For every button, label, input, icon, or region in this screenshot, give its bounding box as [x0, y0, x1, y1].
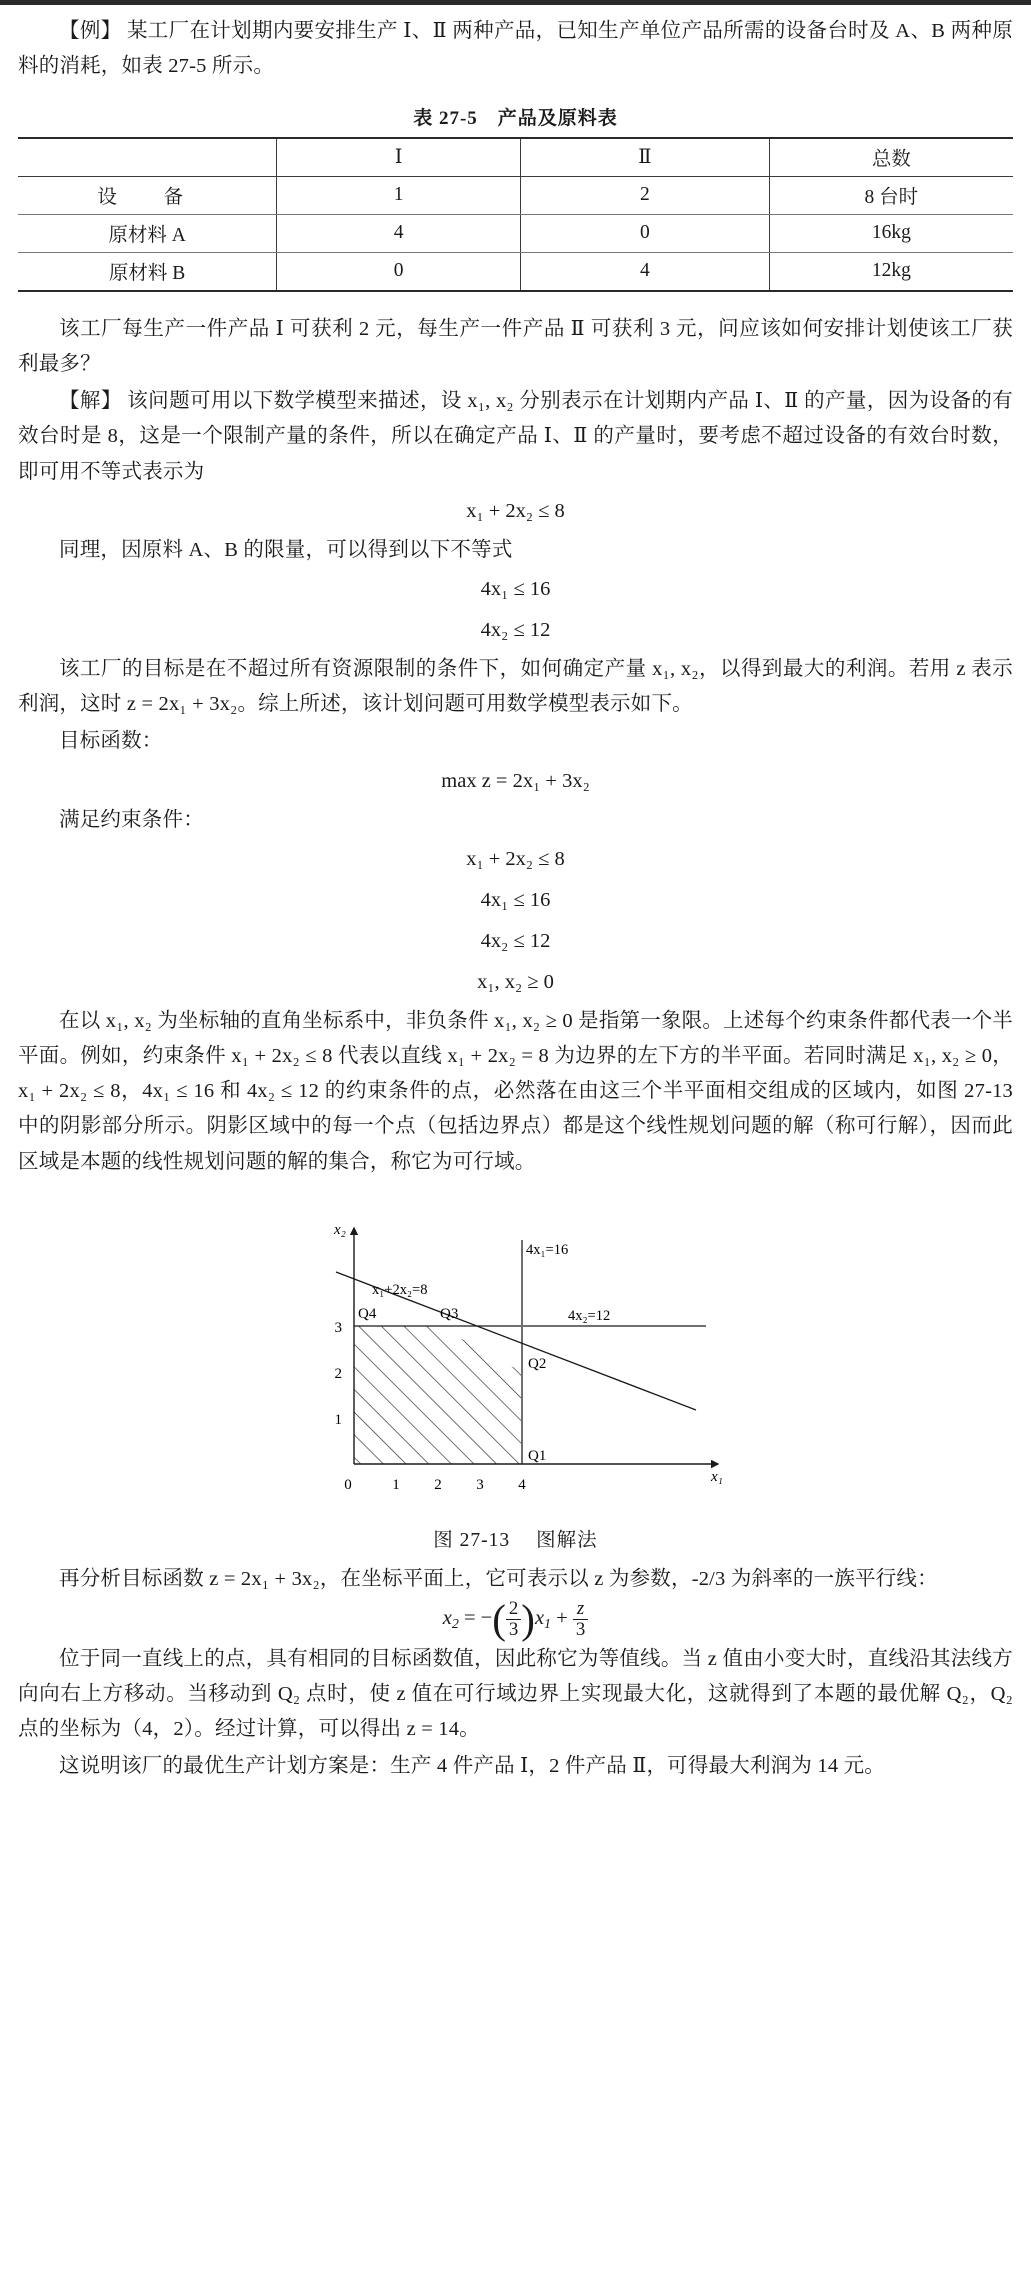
x-tick-4: 4 [517, 1476, 526, 1493]
goal-paragraph: 该工厂的目标是在不超过所有资源限制的条件下，如何确定产量 x₁, x₂，以得到最大的利润。若用 z 表示利润，这时 z = 2x₁ + 3x₂。综上所述，该计划问题可用数学模型表示如下。 [18, 657, 1013, 716]
figure-svg [306, 1206, 726, 1516]
solution-paragraph: 【解】 该问题可用以下数学模型来描述，设 x₁, x₂ 分别表示在计划期内产品 Ⅰ、Ⅱ 的产量，因为设备的有效台时是 8，这是一个限制产量的条件，所以在确定产品 Ⅰ、Ⅱ 的产量时，要考虑不超过设备的有效台时数，即可用不等式表示为 [18, 390, 1013, 483]
objective-equation: max z = 2x₁ + 3x₂ [441, 769, 590, 792]
objective-label: 目标函数： [59, 730, 163, 753]
table-header-product-2: Ⅱ [520, 138, 769, 177]
figure-caption-title: 图解法 [536, 1529, 598, 1551]
cell-equipment-total: 8 台时 [769, 176, 1013, 214]
cell-material-a-I: 4 [277, 214, 521, 252]
cell-material-b-II: 4 [520, 252, 769, 291]
row-label-material-b: 原材料 B [18, 252, 277, 291]
label-vertical-line: 4x₁=16 [525, 1241, 568, 1258]
label-horizontal-line: 4x₂=12 [567, 1307, 610, 1324]
isoline-paragraph: 位于同一直线上的点，具有相同的目标函数值，因此称它为等值线。当 z 值由小变大时，直线沿其法线方向向右上方移动。当移动到 Q₂ 点时，使 z 值在可行域边界上实现最大化，这就得到了本题的最优解 Q₂，Q₂ 点的坐标为（4，2）。经过计算，可以得出 z = 14。 [18, 1647, 1013, 1741]
table-caption: 表 27-5 产品及原料表 [413, 107, 618, 129]
cell-material-b-I: 0 [277, 252, 521, 291]
constraint-3: 4x₂ ≤ 12 [480, 929, 551, 952]
y-axis-label: x₂ [333, 1221, 346, 1238]
constraint-2: 4x₁ ≤ 16 [480, 888, 551, 911]
row-label-equipment: 设 备 [18, 176, 277, 214]
equation-material-b: 4x₂ ≤ 12 [480, 618, 551, 641]
question-paragraph: 该工厂每生产一件产品 Ⅰ 可获利 2 元，每生产一件产品 Ⅱ 可获利 3 元，问应该如何安排计划使该工厂获利最多？ [18, 317, 1013, 375]
vertex-label-q4: Q4 [357, 1305, 376, 1322]
vertex-label-q3: Q3 [439, 1305, 458, 1322]
feasible-region [354, 1326, 522, 1464]
same-reason-paragraph: 同理，因原料 A、B 的限量，可以得到以下不等式 [59, 538, 513, 561]
equation-device-constraint: x₁ + 2x₂ ≤ 8 [466, 499, 565, 522]
y-tick-2: 2 [334, 1365, 342, 1382]
slope-equation: $x_2$ = −( $\frac{2}{3}$ )$x_1$ + $\frac{z}{3}$ [18, 1599, 1013, 1640]
figure-caption-number: 图 27-13 [433, 1529, 511, 1551]
table-header-product-1: Ⅰ [277, 138, 521, 177]
row-label-material-a: 原材料 A [18, 214, 277, 252]
table-header-total: 总数 [769, 138, 1013, 177]
figure-graphical-method [18, 1206, 1013, 1552]
x-tick-3: 3 [475, 1476, 484, 1493]
cell-equipment-II: 2 [520, 176, 769, 214]
equation-material-a: 4x₁ ≤ 16 [480, 577, 551, 600]
conclusion-paragraph: 这说明该厂的最优生产计划方案是：生产 4 件产品 Ⅰ，2 件产品 Ⅱ，可得最大利润为 14 元。 [59, 1755, 886, 1778]
label-diagonal-line: x₁+2x₂=8 [371, 1281, 427, 1298]
x-axis-label: x₁ [710, 1468, 723, 1485]
table-row [18, 214, 1013, 252]
intro-paragraph: 【例】 某工厂在计划期内要安排生产 Ⅰ、Ⅱ 两种产品，已知生产单位产品所需的设备台时及 A、B 两种原料的消耗，如表 27-5 所示。 [18, 20, 1013, 78]
products-materials-table [18, 137, 1013, 292]
cell-material-b-total: 12kg [769, 252, 1013, 291]
halfplane-paragraph: 在以 x₁, x₂ 为坐标轴的直角坐标系中，非负条件 x₁, x₂ ≥ 0 是指第一象限。上述每个约束条件都代表一个半平面。例如，约束条件 x₁ + 2x₂ ≤ 8 代表以直线 x₁ + 2x₂ = 8 为边界的左下方的半平面。若同时满足 x₁, x₂ ≥ 0，x₁ + 2x₂ ≤ 8，4x₁ ≤ 16 和 4x₂ ≤ 12 的约束条件的点，必然落在由这三个半平面相交组成的区域内，如图 27-13 中的阴影部分所示。阴影区域中的每一个点（包括边界点）都是这个线性规划问题的解（称可行解），因而此区域是本题的线性规划问题的解的集合，称它为可行域。 [18, 1009, 1013, 1173]
vertex-label-q1: Q1 [527, 1447, 546, 1464]
vertex-label-q2: Q2 [527, 1355, 546, 1372]
page-top-border [0, 0, 1031, 5]
x-tick-0: 0 [343, 1476, 352, 1493]
constraints-label: 满足约束条件： [59, 808, 204, 831]
analysis-paragraph: 再分析目标函数 z = 2x₁ + 3x₂，在坐标平面上，它可表示以 z 为参数，-2/3 为斜率的一族平行线： [59, 1567, 938, 1590]
y-tick-3: 3 [334, 1319, 342, 1336]
constraint-1: x₁ + 2x₂ ≤ 8 [466, 847, 565, 870]
cell-material-a-II: 0 [520, 214, 769, 252]
table-row [18, 176, 1013, 214]
cell-equipment-I: 1 [277, 176, 521, 214]
x-tick-1: 1 [391, 1476, 400, 1493]
figure-caption [18, 1524, 1013, 1552]
constraint-4: x₁, x₂ ≥ 0 [477, 970, 554, 993]
table-header-row [18, 138, 1013, 177]
table-header-blank [18, 138, 277, 177]
y-tick-1: 1 [334, 1411, 342, 1428]
cell-material-a-total: 16kg [769, 214, 1013, 252]
x-tick-2: 2 [433, 1476, 442, 1493]
table-row [18, 252, 1013, 291]
